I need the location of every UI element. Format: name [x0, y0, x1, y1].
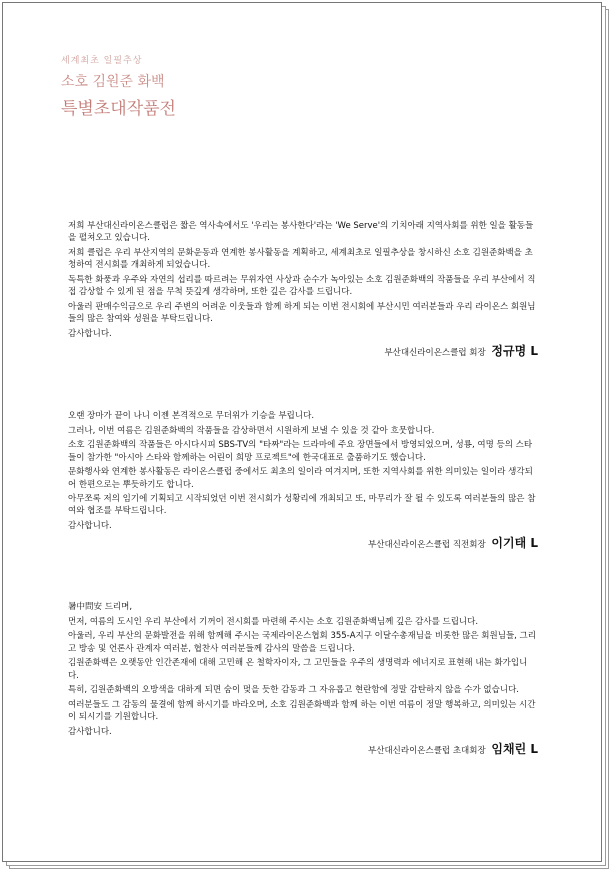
- document-page: [2, 2, 602, 862]
- letter-president: [68, 220, 538, 359]
- letter-paragraph: 오랜 장마가 끝이 나니 이젠 본격적으로 무더위가 기승을 부립니다.: [68, 411, 315, 421]
- letter-paragraph: 독특한 화풍과 우주와 자연의 섭리를 따르려는 무위자연 사상과 순수가 녹아있는 소호 김원준화백의 작품들을 우리 부산에서 직접 감상할 수 있게 된 점을 무척 뜻깊게 생각하며, 또한 깊은 감사를 드립니다.: [68, 274, 536, 298]
- signature-title: 부산대신라이온스클럽 직전회장: [368, 540, 486, 551]
- letter-founding-president: [68, 601, 538, 757]
- letter-paragraph: 특히, 김원준화백의 오방색을 대하게 되면 숨이 멎을 듯한 감동과 그 자유롭고 현란함에 정말 감탄하지 않을 수가 없습니다.: [68, 685, 519, 696]
- signature: [68, 345, 538, 359]
- letter-paragraph: 감사합니다.: [68, 521, 112, 532]
- header-subtitle: 세계최초 일필추상: [61, 56, 143, 66]
- letter-paragraph: 그러나, 이번 여름은 김원준화백의 작품들을 감상하면서 시원하게 보낼 수 있을 것 같아 흐뭇합니다.: [68, 425, 435, 436]
- letter-paragraph: 감사합니다.: [68, 726, 112, 737]
- letter-paragraph: 여러분들도 그 감동의 물결에 함께 하시기를 바라오며, 소호 김원준화백과 함께 하는 이번 여름이 정말 행복하고, 의미있는 시간이 되시기를 기원합니다.: [68, 699, 536, 723]
- signature: [68, 537, 538, 551]
- signature-title: 부산대신라이온스클럽 회장: [384, 347, 486, 358]
- letter-paragraph: 저희 클럽은 우리 부산지역의 문화운동과 연계한 봉사활동을 계획하고, 세계최초로 일필추상을 창시하신 소호 김원준화백을 초청하여 전시회를 개최하게 되었습니다.: [68, 247, 533, 271]
- signature-name: 정규명 L: [491, 343, 538, 358]
- letter-paragraph: 아울러 판매수익금으로 우리 주변의 어려운 이웃들과 함께 하게 되는 이번 전시회에 부산시민 여러분들과 우리 라이온스 회원님들의 많은 참여와 성원을 부탁드립니다.: [68, 301, 536, 324]
- letter-paragraph: 문화행사와 연계한 봉사활동은 라이온스클럽 중에서도 최초의 일이라 여겨지며, 또한 지역사회를 위한 의미있는 일이라 생각되어 한편으로는 뿌듯하기도 합니다.: [68, 467, 533, 490]
- letter-paragraph: 아울러, 우리 부산의 문화발전을 위해 함께해 주시는 국제라이온스협회 355-A지구 이달수총재님을 비롯한 많은 회원님들, 그리고 방송 및 언론사 관계자 여러분, 협찬사 여러분들께 감사의 말씀을 드립니다.: [68, 631, 536, 654]
- signature-name: 이기태 L: [491, 536, 538, 551]
- letter-paragraph: 아무쪼록 저의 임기에 기획되고 시작되었던 이번 전시회가 성황리에 개최되고 또, 마무리가 잘 될 수 있도록 여러분들의 많은 참여와 협조를 부탁드립니다.: [68, 494, 536, 517]
- letter-paragraph: 저희 부산대신라이온스클럽은 짧은 역사속에서도 '우리는 봉사한다'라는 'We Serve'의 기치아래 지역사회를 위한 일을 활동들을 펼쳐오고 있습니다.: [68, 221, 534, 244]
- letter-paragraph: 김원준화백은 오랫동안 인간존재에 대해 고민해 온 철학자이자, 그 고민들을 우주의 생명력과 에너지로 표현해 내는 화가입니다.: [68, 658, 528, 681]
- header-exhibition-title: 특별초대작품전: [61, 99, 176, 119]
- exhibition-header: [61, 53, 176, 119]
- letter-paragraph: 감사합니다.: [68, 328, 112, 339]
- letter-past-president: [68, 410, 538, 552]
- letter-paragraph: 소호 김원준화백의 작품들은 아시다시피 SBS-TV의 "타짜"라는 드라마에 주요 장면들에서 방영되었으며, 성룡, 여명 등의 스타들이 참가한 "아시아 스타와 함께하는 어린이 희망 프로젝트"에 한국대표로 출품하기도 했습니다.: [68, 440, 533, 463]
- signature-name: 임채린 L: [491, 742, 538, 757]
- signature: [68, 743, 538, 757]
- letter-paragraph: 먼저, 여름의 도시인 우리 부산에서 기꺼이 전시회를 마련해 주시는 소호 김원준화백님께 깊은 감사를 드립니다.: [68, 616, 479, 627]
- signature-title: 부산대신라이온스클럽 초대회장: [368, 746, 486, 757]
- header-artist-title: 소호 김원준 화백: [61, 74, 165, 90]
- letter-paragraph: 暑中問安 드리며,: [68, 602, 133, 612]
